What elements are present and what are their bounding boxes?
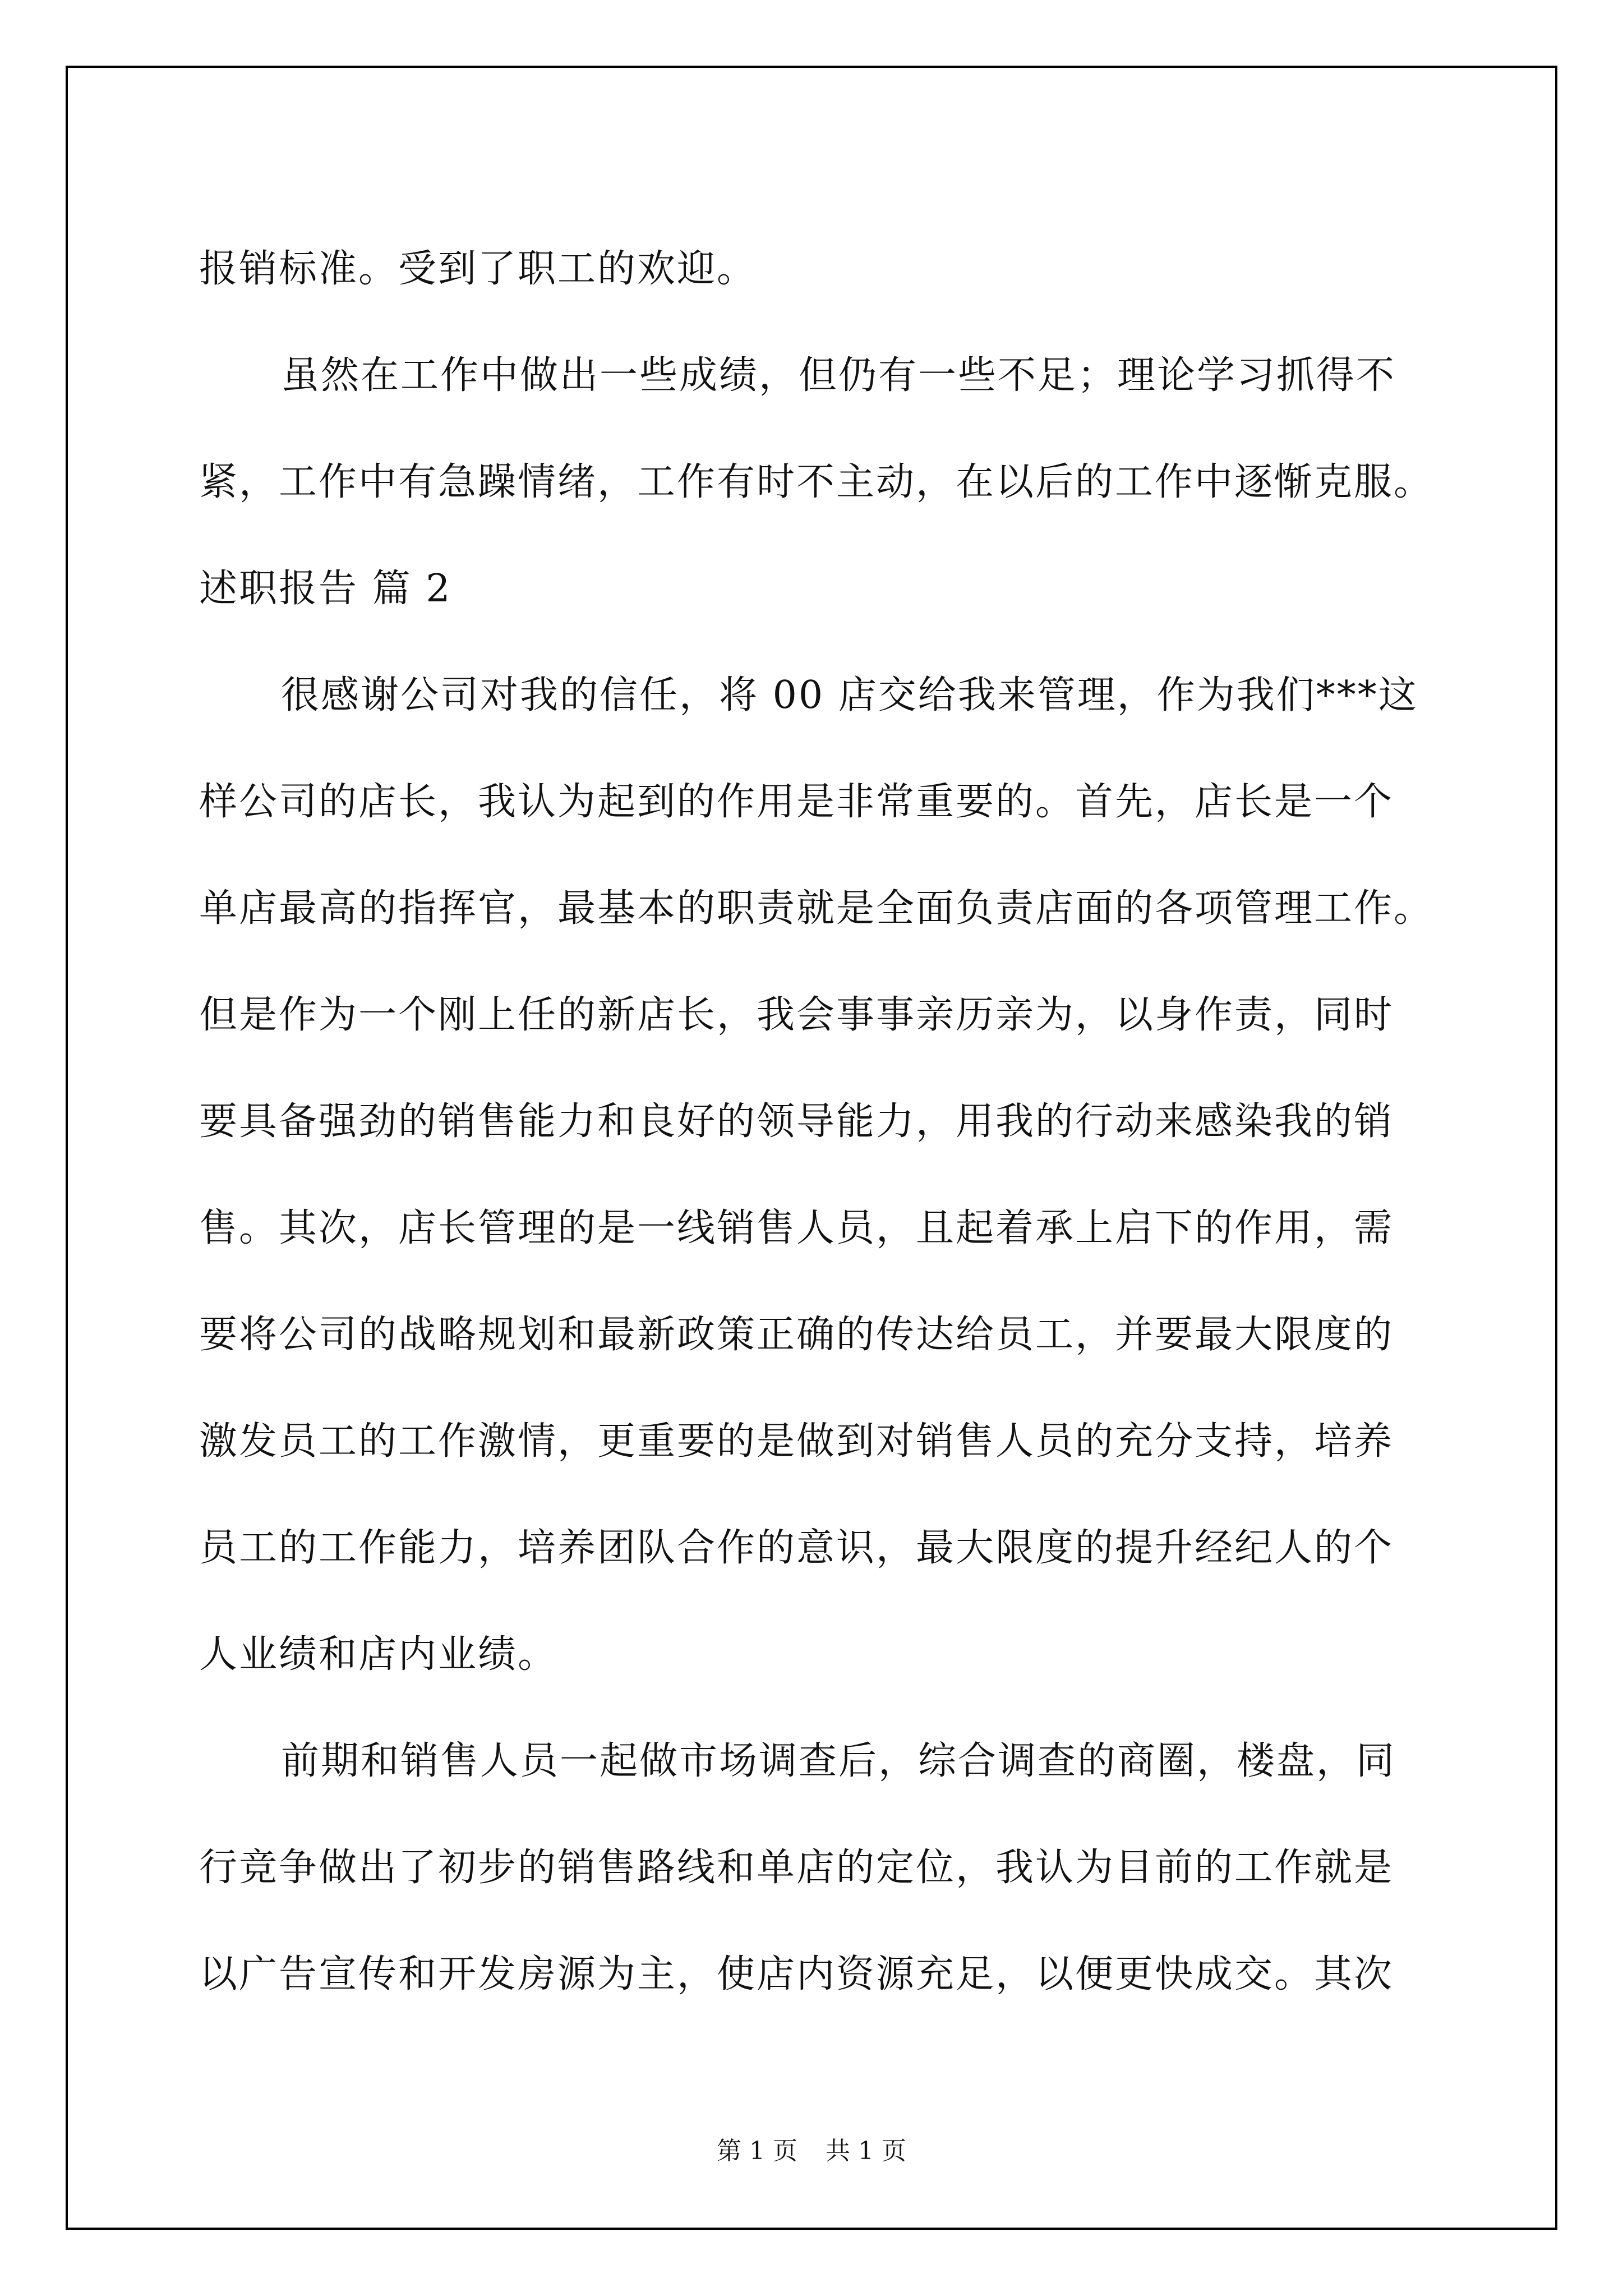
text-line: 单店最高的指挥官，最基本的职责就是全面负责店面的各项管理工作。 xyxy=(199,886,1434,931)
text-line: 要具备强劲的销售能力和良好的领导能力，用我的行动来感染我的销 xyxy=(199,1099,1394,1144)
page-number-current: 第 1 页 xyxy=(717,2137,797,2165)
text-line: 售。其次，店长管理的是一线销售人员，且起着承上启下的作用，需 xyxy=(199,1206,1394,1250)
text-line: 员工的工作能力，培养团队合作的意识，最大限度的提升经纪人的个 xyxy=(199,1526,1394,1570)
text-line: 激发员工的工作激情，更重要的是做到对销售人员的充分支持，培养 xyxy=(199,1419,1394,1464)
text-line: 以广告宣传和开发房源为主，使店内资源充足，以便更快成交。其次 xyxy=(199,1952,1394,1996)
text-line: 报销标准。受到了职工的欢迎。 xyxy=(199,247,757,291)
text-line: 虽然在工作中做出一些成绩，但仍有一些不足；理论学习抓得不 xyxy=(281,353,1396,398)
page-number-total: 共 1 页 xyxy=(826,2137,906,2165)
text-line: 前期和销售人员一起做市场调查后，综合调查的商圈，楼盘，同 xyxy=(281,1739,1396,1783)
document-body xyxy=(199,216,1434,2028)
page-footer xyxy=(0,2134,1623,2168)
section-heading: 述职报告 篇 2 xyxy=(199,567,452,611)
text-line: 行竞争做出了初步的销售路线和单店的定位，我认为目前的工作就是 xyxy=(199,1846,1394,1890)
text-line: 但是作为一个刚上任的新店长，我会事事亲历亲为，以身作责，同时 xyxy=(199,993,1394,1037)
text-line: 很感谢公司对我的信任，将 00 店交给我来管理，作为我们***这 xyxy=(281,673,1418,717)
text-line: 人业绩和店内业绩。 xyxy=(199,1632,558,1677)
text-line: 要将公司的战略规划和最新政策正确的传达给员工，并要最大限度的 xyxy=(199,1313,1394,1357)
text-line: 样公司的店长，我认为起到的作用是非常重要的。首先，店长是一个 xyxy=(199,780,1394,824)
text-line: 紧，工作中有急躁情绪，工作有时不主动，在以后的工作中逐惭克服。 xyxy=(199,460,1434,504)
